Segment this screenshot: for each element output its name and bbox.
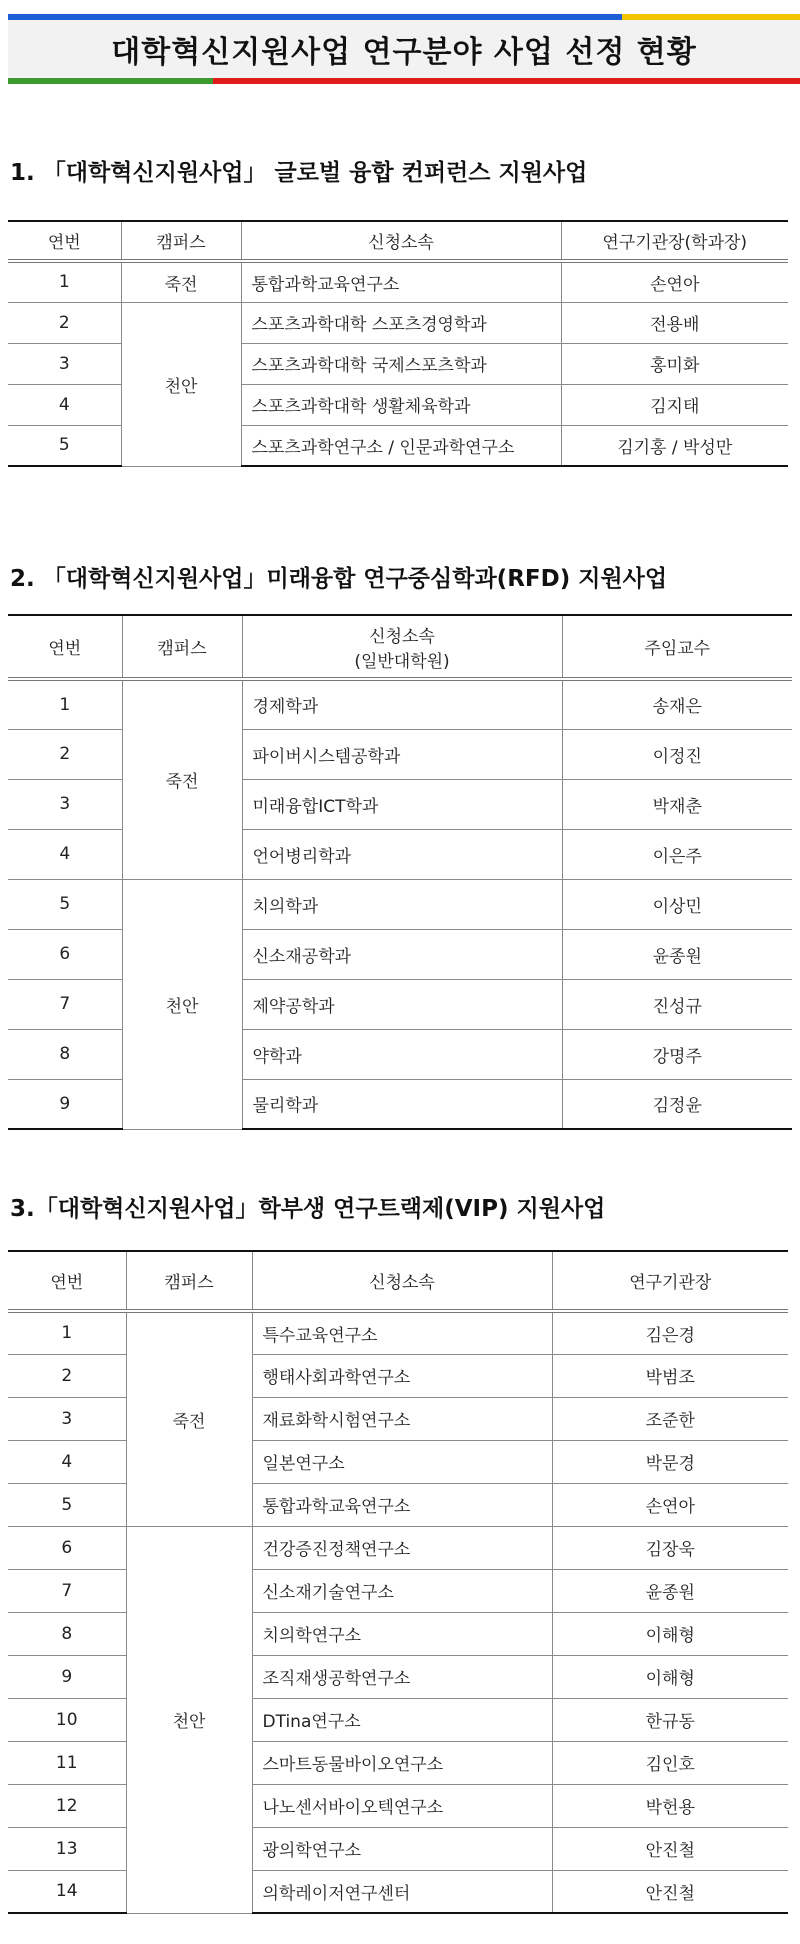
row-head: 김정윤 — [562, 1079, 792, 1129]
row-no: 11 — [8, 1741, 126, 1784]
row-dept: 치의학연구소 — [252, 1612, 552, 1655]
row-head: 조준한 — [552, 1397, 788, 1440]
table-row — [8, 1569, 788, 1612]
row-no: 4 — [8, 1440, 126, 1483]
header-no: 연번 — [8, 1251, 126, 1311]
banner-bottom-stripe — [8, 78, 800, 84]
header-campus: 캠퍼스 — [126, 1251, 252, 1311]
page-title: 대학혁신지원사업 연구분야 사업 선정 현황 — [111, 35, 697, 70]
section1-title: 1. 「대학혁신지원사업」 글로벌 융합 컨퍼런스 지원사업 — [10, 160, 588, 186]
table-row — [8, 679, 792, 729]
table-header-row — [8, 221, 788, 261]
row-no: 5 — [8, 1483, 126, 1526]
row-no: 1 — [8, 1311, 126, 1354]
row-head: 손연아 — [561, 261, 788, 302]
row-dept: 나노센서바이오텍연구소 — [252, 1784, 552, 1827]
row-no: 12 — [8, 1784, 126, 1827]
row-dept: 광의학연구소 — [252, 1827, 552, 1870]
header-dept-label: 신청소속 — [369, 626, 435, 647]
row-head: 송재은 — [562, 679, 792, 729]
row-dept: 제약공학과 — [242, 979, 562, 1029]
table-row — [8, 1354, 788, 1397]
row-dept: 조직재생공학연구소 — [252, 1655, 552, 1698]
header-dept: 신청소속 — [241, 221, 561, 261]
row-dept: DTina연구소 — [252, 1698, 552, 1741]
header-no: 연번 — [8, 615, 122, 679]
table-row — [8, 1526, 788, 1569]
header-dept: 신청소속 — [252, 1251, 552, 1311]
header-banner — [8, 14, 800, 84]
table-row — [8, 1741, 788, 1784]
row-head: 이정진 — [562, 729, 792, 779]
row-head: 손연아 — [552, 1483, 788, 1526]
row-no: 4 — [8, 384, 121, 425]
row-dept: 스포츠과학연구소 / 인문과학연구소 — [241, 425, 561, 466]
row-dept: 신소재기술연구소 — [252, 1569, 552, 1612]
row-dept: 파이버시스템공학과 — [242, 729, 562, 779]
row-dept: 스마트동물바이오연구소 — [252, 1741, 552, 1784]
row-head: 박헌용 — [552, 1784, 788, 1827]
row-dept: 물리학과 — [242, 1079, 562, 1129]
row-dept: 건강증진정책연구소 — [252, 1526, 552, 1569]
table-header-row — [8, 1251, 788, 1311]
row-head: 김인호 — [552, 1741, 788, 1784]
header-head: 주임교수 — [562, 615, 792, 679]
row-dept: 통합과학교육연구소 — [252, 1483, 552, 1526]
row-no: 4 — [8, 829, 122, 879]
row-head: 이해형 — [552, 1612, 788, 1655]
row-head: 김장욱 — [552, 1526, 788, 1569]
table-row — [8, 1784, 788, 1827]
table-row — [8, 1870, 788, 1913]
header-head: 연구기관장(학과장) — [561, 221, 788, 261]
table-row — [8, 1612, 788, 1655]
row-no: 8 — [8, 1612, 126, 1655]
table-row — [8, 261, 788, 302]
row-no: 3 — [8, 1397, 126, 1440]
row-head: 김은경 — [552, 1311, 788, 1354]
header-dept — [242, 615, 562, 679]
row-head: 안진철 — [552, 1827, 788, 1870]
row-no: 7 — [8, 1569, 126, 1612]
section2-title: 2. 「대학혁신지원사업」미래융합 연구중심학과(RFD) 지원사업 — [10, 566, 668, 592]
table-row — [8, 879, 792, 929]
section1-table — [8, 220, 788, 467]
row-no: 6 — [8, 929, 122, 979]
campus-cell: 천안 — [122, 879, 242, 1129]
row-dept: 재료화학시험연구소 — [252, 1397, 552, 1440]
header-campus: 캠퍼스 — [122, 615, 242, 679]
row-no: 2 — [8, 302, 121, 343]
row-no: 3 — [8, 779, 122, 829]
row-no: 8 — [8, 1029, 122, 1079]
row-head: 진성규 — [562, 979, 792, 1029]
row-dept: 스포츠과학대학 생활체육학과 — [241, 384, 561, 425]
table-header-row — [8, 615, 792, 679]
row-dept: 신소재공학과 — [242, 929, 562, 979]
row-head: 박문경 — [552, 1440, 788, 1483]
row-no: 13 — [8, 1827, 126, 1870]
campus-cell: 천안 — [126, 1526, 252, 1913]
header-campus: 캠퍼스 — [121, 221, 241, 261]
table-row — [8, 1397, 788, 1440]
row-head: 홍미화 — [561, 343, 788, 384]
row-head: 윤종원 — [552, 1569, 788, 1612]
table-row — [8, 302, 788, 343]
campus-cell: 죽전 — [126, 1311, 252, 1526]
row-head: 박재춘 — [562, 779, 792, 829]
row-head: 이해형 — [552, 1655, 788, 1698]
campus-cell: 죽전 — [121, 261, 241, 302]
row-no: 1 — [8, 261, 121, 302]
row-no: 9 — [8, 1079, 122, 1129]
row-no: 2 — [8, 729, 122, 779]
table-row — [8, 1827, 788, 1870]
banner-title-box — [8, 20, 800, 78]
header-head: 연구기관장 — [552, 1251, 788, 1311]
header-dept-sub: (일반대학원) — [354, 651, 450, 672]
row-head: 김지태 — [561, 384, 788, 425]
row-dept: 언어병리학과 — [242, 829, 562, 879]
row-no: 7 — [8, 979, 122, 1029]
row-dept: 일본연구소 — [252, 1440, 552, 1483]
table-row — [8, 1311, 788, 1354]
section3-table — [8, 1250, 788, 1914]
row-no: 10 — [8, 1698, 126, 1741]
row-head: 안진철 — [552, 1870, 788, 1913]
campus-cell: 천안 — [121, 302, 241, 466]
row-head: 박범조 — [552, 1354, 788, 1397]
row-head: 강명주 — [562, 1029, 792, 1079]
row-head: 한규동 — [552, 1698, 788, 1741]
row-dept: 미래융합ICT학과 — [242, 779, 562, 829]
row-dept: 통합과학교육연구소 — [241, 261, 561, 302]
row-head: 이상민 — [562, 879, 792, 929]
row-no: 9 — [8, 1655, 126, 1698]
row-head: 이은주 — [562, 829, 792, 879]
table-row — [8, 1440, 788, 1483]
row-no: 5 — [8, 425, 121, 466]
row-head: 김기홍 / 박성만 — [561, 425, 788, 466]
row-no: 6 — [8, 1526, 126, 1569]
row-no: 14 — [8, 1870, 126, 1913]
row-head: 윤종원 — [562, 929, 792, 979]
row-dept: 특수교육연구소 — [252, 1311, 552, 1354]
table-row — [8, 1483, 788, 1526]
row-dept: 치의학과 — [242, 879, 562, 929]
table-row — [8, 1698, 788, 1741]
row-no: 5 — [8, 879, 122, 929]
row-dept: 의학레이저연구센터 — [252, 1870, 552, 1913]
row-dept: 스포츠과학대학 국제스포츠학과 — [241, 343, 561, 384]
row-head: 전용배 — [561, 302, 788, 343]
section2-table — [8, 614, 792, 1130]
row-dept: 행태사회과학연구소 — [252, 1354, 552, 1397]
row-dept: 스포츠과학대학 스포츠경영학과 — [241, 302, 561, 343]
table-row — [8, 1655, 788, 1698]
row-no: 1 — [8, 679, 122, 729]
header-no: 연번 — [8, 221, 121, 261]
row-dept: 경제학과 — [242, 679, 562, 729]
row-dept: 약학과 — [242, 1029, 562, 1079]
campus-cell: 죽전 — [122, 679, 242, 879]
section3-title: 3.「대학혁신지원사업」학부생 연구트랙제(VIP) 지원사업 — [10, 1196, 606, 1222]
row-no: 2 — [8, 1354, 126, 1397]
row-no: 3 — [8, 343, 121, 384]
